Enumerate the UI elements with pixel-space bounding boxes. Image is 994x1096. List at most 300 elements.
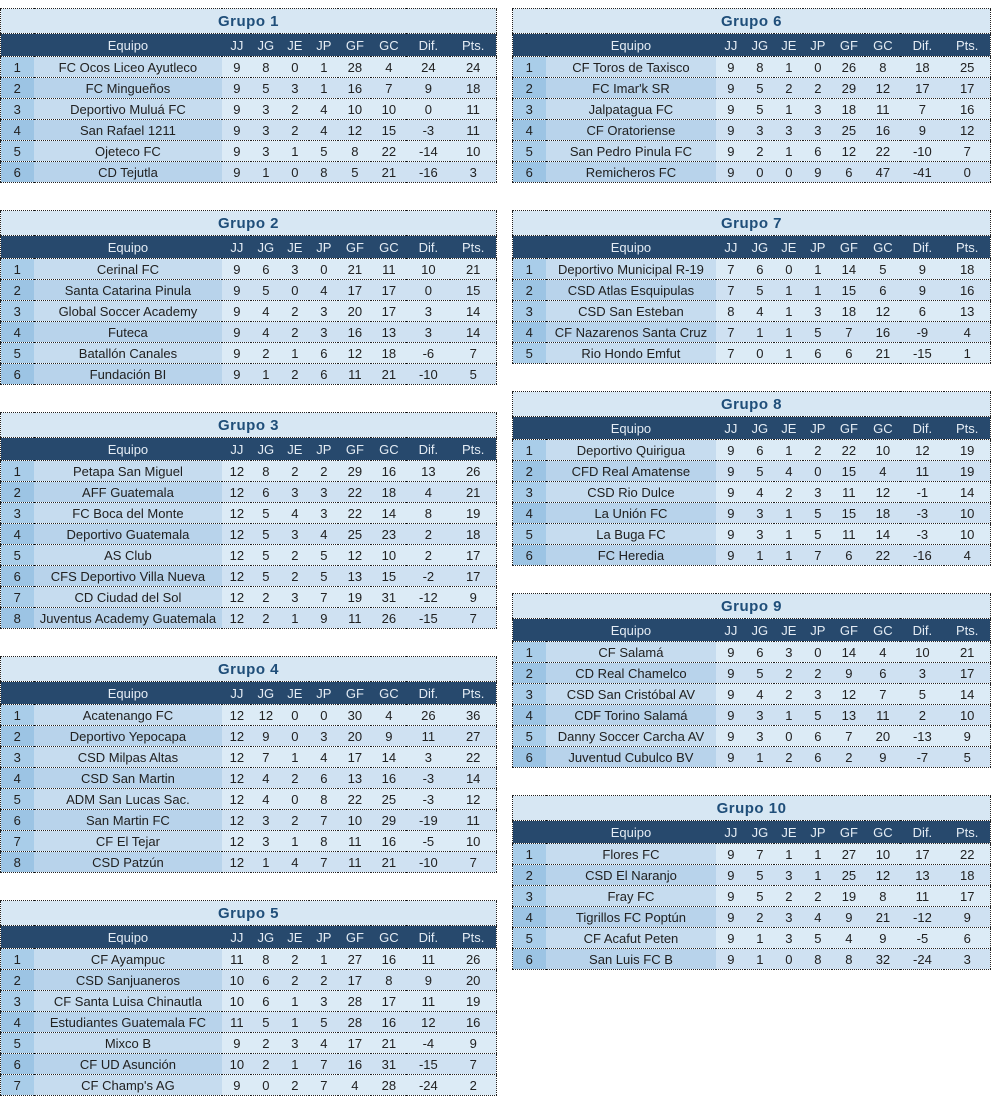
stat-cell: 7 [944,141,990,162]
stat-cell: 0 [803,57,832,78]
stat-cell: 23 [371,524,406,545]
team-name: San Luis FC B [546,949,717,970]
rank-header [513,417,546,440]
stat-cell: 10 [222,991,251,1012]
stat-cell: 12 [222,524,251,545]
team-name: Flores FC [546,844,717,865]
stat-cell: 4 [865,461,900,482]
stat-cell: 3 [745,705,774,726]
group-table [512,391,991,566]
column-header-row [513,619,991,642]
header-gf: GF [832,821,865,844]
stat-cell: -3 [900,503,944,524]
team-name: Santa Catarina Pinula [34,280,223,301]
stat-cell: 5 [803,503,832,524]
column-header-row [1,926,497,949]
stat-cell: 0 [309,705,338,726]
rank-cell: 2 [1,726,34,747]
stat-cell: 9 [222,162,251,183]
rank-cell: 4 [513,907,546,928]
rank-cell: 3 [1,99,34,120]
stat-cell: 6 [865,663,900,684]
stat-cell: 0 [774,949,803,970]
header-jp: JP [803,619,832,642]
header-jg: JG [251,438,280,461]
team-name: CF Santa Luisa Chinautla [34,991,223,1012]
stat-cell: 29 [371,810,406,831]
stat-cell: 9 [222,78,251,99]
stat-cell: 7 [450,1054,496,1075]
header-jj: JJ [716,236,745,259]
stat-cell: 6 [803,343,832,364]
group-title: Grupo 8 [513,392,991,417]
stat-cell: 16 [944,280,990,301]
stat-cell: 26 [371,608,406,629]
stat-cell: 9 [716,78,745,99]
rank-cell: 2 [513,865,546,886]
stat-cell: 5 [745,78,774,99]
team-row [513,503,991,524]
stat-cell: 5 [251,524,280,545]
stat-cell: 8 [309,789,338,810]
stat-cell: 15 [371,120,406,141]
stat-cell: 19 [450,503,496,524]
stat-cell: 16 [371,461,406,482]
header-gc: GC [865,619,900,642]
rank-header [1,682,34,705]
team-name: Futeca [34,322,223,343]
stat-cell: 2 [251,587,280,608]
rank-cell: 1 [513,844,546,865]
stat-cell: 13 [338,768,371,789]
stat-cell: 8 [832,949,865,970]
team-row [1,545,497,566]
stat-cell: 8 [371,970,406,991]
team-column-header: Equipo [546,619,717,642]
stat-cell: 0 [745,343,774,364]
header-jj: JJ [716,34,745,57]
stat-cell: 6 [251,970,280,991]
team-row [1,482,497,503]
team-row [1,120,497,141]
stat-cell: 1 [774,440,803,461]
stat-cell: 8 [251,461,280,482]
rank-cell: 3 [513,301,546,322]
group-table [0,900,497,1096]
stat-cell: 22 [371,141,406,162]
stat-cell: 4 [371,705,406,726]
stat-cell: 9 [944,907,990,928]
stat-cell: 3 [745,726,774,747]
stat-cell: 12 [865,482,900,503]
stat-cell: 17 [338,747,371,768]
stat-cell: 7 [450,608,496,629]
group-table [0,210,497,385]
team-row [513,726,991,747]
stat-cell: 11 [450,99,496,120]
rank-cell: 3 [513,886,546,907]
stat-cell: 8 [251,949,280,970]
header-gf: GF [338,438,371,461]
stat-cell: 8 [865,57,900,78]
stat-cell: 15 [832,503,865,524]
stat-cell: 11 [900,886,944,907]
group-title-row [1,901,497,926]
stat-cell: 28 [338,991,371,1012]
stat-cell: 4 [251,301,280,322]
team-name: CF Toros de Taxisco [546,57,717,78]
header-jp: JP [309,438,338,461]
rank-cell: 4 [513,120,546,141]
team-row [513,57,991,78]
stat-cell: 3 [450,162,496,183]
team-row [1,810,497,831]
stat-cell: 5 [803,322,832,343]
stat-cell: 1 [309,949,338,970]
stat-cell: 3 [280,587,309,608]
stat-cell: 9 [832,663,865,684]
stat-cell: 3 [944,949,990,970]
rank-cell: 3 [1,503,34,524]
stat-cell: 7 [865,684,900,705]
stat-cell: -3 [406,120,450,141]
stat-cell: 1 [745,545,774,566]
stat-cell: 4 [406,482,450,503]
rank-cell: 2 [1,970,34,991]
stat-cell: 3 [309,991,338,1012]
stat-cell: 5 [803,705,832,726]
stat-cell: 12 [222,726,251,747]
stat-cell: 2 [900,705,944,726]
stat-cell: 2 [251,608,280,629]
stat-cell: 9 [222,57,251,78]
stat-cell: -13 [900,726,944,747]
stat-cell: 6 [832,343,865,364]
rank-header [1,926,34,949]
team-name: La Buga FC [546,524,717,545]
stat-cell: 5 [803,928,832,949]
stat-cell: 2 [774,663,803,684]
stat-cell: 9 [803,162,832,183]
team-row [1,461,497,482]
group-title: Grupo 9 [513,594,991,619]
stat-cell: 7 [309,1054,338,1075]
team-column-header: Equipo [34,34,223,57]
group-title: Grupo 1 [1,9,497,34]
rank-cell: 7 [1,1075,34,1096]
stat-cell: 3 [280,482,309,503]
rank-cell: 1 [1,259,34,280]
team-name: CF Oratoriense [546,120,717,141]
stat-cell: 25 [832,865,865,886]
stat-cell: 6 [309,343,338,364]
stat-cell: 9 [716,162,745,183]
stat-cell: 7 [371,78,406,99]
stat-cell: 17 [450,566,496,587]
stat-cell: 4 [338,1075,371,1096]
stat-cell: 12 [338,343,371,364]
stat-cell: 22 [832,440,865,461]
group-title: Grupo 2 [1,211,497,236]
team-name: Acatenango FC [34,705,223,726]
team-name: Tigrillos FC Poptún [546,907,717,928]
stat-cell: 2 [280,949,309,970]
stat-cell: 7 [251,747,280,768]
stat-cell: 5 [251,1012,280,1033]
stat-cell: -19 [406,810,450,831]
stat-cell: 9 [944,726,990,747]
header-jg: JG [251,236,280,259]
stat-cell: 0 [280,162,309,183]
rank-cell: 4 [1,322,34,343]
stat-cell: 3 [803,120,832,141]
stat-cell: 18 [832,301,865,322]
stat-cell: 6 [251,259,280,280]
stat-cell: 16 [371,831,406,852]
stat-cell: 31 [371,1054,406,1075]
team-column-header: Equipo [546,821,717,844]
stat-cell: 5 [944,747,990,768]
header-gf: GF [832,34,865,57]
stat-cell: 1 [745,747,774,768]
stat-cell: 1 [774,280,803,301]
stat-cell: 3 [803,99,832,120]
stat-cell: 0 [745,162,774,183]
stat-cell: 0 [944,162,990,183]
left-column [0,8,497,1096]
rank-cell: 3 [1,301,34,322]
rank-cell: 3 [513,482,546,503]
stat-cell: 3 [406,322,450,343]
stat-cell: 9 [222,259,251,280]
stat-cell: 19 [944,461,990,482]
stat-cell: 18 [865,503,900,524]
stat-cell: 12 [900,440,944,461]
stat-cell: 9 [716,949,745,970]
team-name: CSD Milpas Altas [34,747,223,768]
stat-cell: 1 [774,99,803,120]
stat-cell: -9 [900,322,944,343]
stat-cell: 4 [371,57,406,78]
team-name: Deportivo Yepocapa [34,726,223,747]
stat-cell: 5 [309,1012,338,1033]
team-row [513,844,991,865]
stat-cell: -24 [900,949,944,970]
stat-cell: 28 [371,1075,406,1096]
group-title: Grupo 7 [513,211,991,236]
stat-cell: 16 [371,768,406,789]
stat-cell: -3 [406,789,450,810]
team-name: CDF Torino Salamá [546,705,717,726]
stat-cell: 5 [251,503,280,524]
stat-cell: 13 [371,322,406,343]
group-table [512,795,991,970]
stat-cell: 13 [832,705,865,726]
rank-header [1,236,34,259]
stat-cell: 10 [450,141,496,162]
stat-cell: 12 [222,852,251,873]
stat-cell: 10 [338,810,371,831]
stat-cell: 6 [865,280,900,301]
stat-cell: 22 [865,141,900,162]
stat-cell: 1 [280,747,309,768]
header-gf: GF [338,34,371,57]
stat-cell: 8 [338,141,371,162]
header-gf: GF [338,926,371,949]
header-je: JE [774,417,803,440]
stat-cell: 0 [774,162,803,183]
team-name: FC Imar'k SR [546,78,717,99]
stat-cell: 1 [745,322,774,343]
stat-cell: 12 [222,608,251,629]
stat-cell: 9 [716,705,745,726]
stat-cell: 9 [716,684,745,705]
team-name: FC Mingueños [34,78,223,99]
header-jj: JJ [222,682,251,705]
team-row [1,364,497,385]
stat-cell: 5 [251,280,280,301]
team-name: Ojeteco FC [34,141,223,162]
stat-cell: 8 [803,949,832,970]
stat-cell: 9 [716,99,745,120]
stat-cell: 8 [406,503,450,524]
team-row [1,301,497,322]
group-title: Grupo 4 [1,657,497,682]
header-pts: Pts. [450,438,496,461]
rank-cell: 5 [1,1033,34,1054]
stat-cell: 9 [716,545,745,566]
stat-cell: 6 [803,747,832,768]
header-gc: GC [371,682,406,705]
stat-cell: 9 [716,503,745,524]
team-name: CF El Tejar [34,831,223,852]
rank-header [1,438,34,461]
rank-cell: 4 [513,503,546,524]
stat-cell: 12 [222,747,251,768]
stat-cell: 5 [803,524,832,545]
rank-cell: 1 [1,57,34,78]
team-row [1,99,497,120]
stat-cell: 2 [774,747,803,768]
team-name: CFS Deportivo Villa Nueva [34,566,223,587]
stat-cell: 7 [309,852,338,873]
stat-cell: 5 [309,566,338,587]
stat-cell: 12 [406,1012,450,1033]
rank-cell: 3 [1,747,34,768]
team-name: Deportivo Muluá FC [34,99,223,120]
stat-cell: 1 [280,831,309,852]
stat-cell: 9 [450,587,496,608]
header-pts: Pts. [450,926,496,949]
stat-cell: 18 [371,343,406,364]
stat-cell: 4 [251,322,280,343]
stat-cell: 10 [865,844,900,865]
stat-cell: 7 [745,844,774,865]
stat-cell: 0 [406,280,450,301]
stat-cell: 11 [338,831,371,852]
team-row [513,461,991,482]
stat-cell: 27 [832,844,865,865]
rank-cell: 5 [513,928,546,949]
stat-cell: 22 [338,503,371,524]
rank-cell: 4 [513,705,546,726]
stat-cell: 1 [774,301,803,322]
stat-cell: 2 [280,768,309,789]
team-row [1,57,497,78]
stat-cell: 12 [222,768,251,789]
stat-cell: 14 [832,642,865,663]
stat-cell: 20 [865,726,900,747]
rank-cell: 4 [1,768,34,789]
stat-cell: 13 [944,301,990,322]
header-je: JE [280,236,309,259]
team-name: CSD Atlas Esquipulas [546,280,717,301]
stat-cell: 6 [832,162,865,183]
stat-cell: 7 [450,852,496,873]
header-jp: JP [309,34,338,57]
team-name: Estudiantes Guatemala FC [34,1012,223,1033]
team-row [513,886,991,907]
rank-cell: 6 [513,162,546,183]
team-name: Remicheros FC [546,162,717,183]
team-name: Deportivo Quirigua [546,440,717,461]
header-dif: Dif. [900,417,944,440]
header-dif: Dif. [900,619,944,642]
stat-cell: -14 [406,141,450,162]
rank-cell: 7 [1,831,34,852]
rank-cell: 3 [513,684,546,705]
header-je: JE [774,34,803,57]
rank-cell: 7 [1,587,34,608]
stat-cell: 14 [450,301,496,322]
team-row [513,928,991,949]
team-row [1,78,497,99]
stat-cell: 3 [251,120,280,141]
rank-header [513,34,546,57]
stat-cell: 3 [774,907,803,928]
stat-cell: 10 [900,642,944,663]
rank-cell: 1 [513,642,546,663]
stat-cell: 21 [371,852,406,873]
stat-cell: 1 [280,343,309,364]
stat-cell: 2 [406,545,450,566]
team-name: San Martin FC [34,810,223,831]
stat-cell: 1 [774,524,803,545]
team-row [513,642,991,663]
stat-cell: 6 [745,259,774,280]
stat-cell: 16 [338,322,371,343]
stat-cell: 12 [865,78,900,99]
team-row [1,141,497,162]
team-row [513,120,991,141]
stat-cell: 7 [309,810,338,831]
stat-cell: 3 [774,928,803,949]
stat-cell: 9 [716,461,745,482]
stat-cell: 26 [406,705,450,726]
column-header-row [513,34,991,57]
stat-cell: 3 [309,482,338,503]
rank-cell: 4 [1,524,34,545]
team-row [513,280,991,301]
stat-cell: 0 [280,726,309,747]
stat-cell: 4 [865,642,900,663]
stat-cell: 9 [716,747,745,768]
stat-cell: 6 [832,545,865,566]
stat-cell: 2 [774,684,803,705]
team-name: CD Real Chamelco [546,663,717,684]
stat-cell: 9 [716,120,745,141]
header-dif: Dif. [406,236,450,259]
